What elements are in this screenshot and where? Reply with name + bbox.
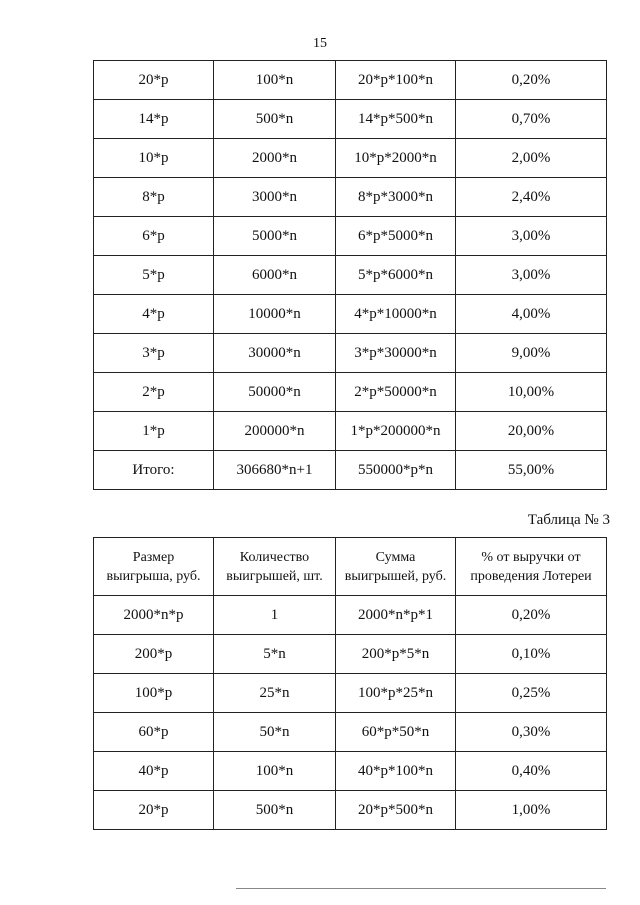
table-row — [94, 178, 607, 217]
header-line: Сумма — [375, 549, 416, 565]
table-row — [94, 217, 607, 256]
table-cell: 0,40% — [456, 752, 607, 791]
table-cell: Итого: — [94, 451, 214, 490]
table-3-caption: Таблица № 3 — [527, 512, 610, 528]
table-cell: 60*p*50*n — [336, 713, 456, 752]
table-cell: 10*p*2000*n — [336, 139, 456, 178]
table-cell: 200*p — [94, 635, 214, 674]
table-row — [94, 752, 607, 791]
table-cell: 14*p*500*n — [336, 100, 456, 139]
table-cell: 5*p*6000*n — [336, 256, 456, 295]
table-cell: 500*n — [214, 100, 336, 139]
table-cell: 10*p — [94, 139, 214, 178]
table-cell: 4*p*10000*n — [336, 295, 456, 334]
table-cell: 200000*n — [214, 412, 336, 451]
table-cell: 20*p*100*n — [336, 61, 456, 100]
table-cell: 0,70% — [456, 100, 607, 139]
table-cell: 2,40% — [456, 178, 607, 217]
table-cell: 9,00% — [456, 334, 607, 373]
table-cell: 100*p*25*n — [336, 674, 456, 713]
table-cell: 3,00% — [456, 217, 607, 256]
table-cell: 2000*n — [214, 139, 336, 178]
table-cell: 50*n — [214, 713, 336, 752]
footer-divider — [236, 888, 606, 889]
table-cell: 10000*n — [214, 295, 336, 334]
table-cell: 20*p — [94, 791, 214, 830]
table-cell: 3*p — [94, 334, 214, 373]
table-row — [94, 412, 607, 451]
header-line: Количество — [239, 549, 310, 565]
table-cell: 0,30% — [456, 713, 607, 752]
header-line: выигрыша, руб. — [106, 568, 201, 584]
table-row — [94, 373, 607, 412]
table-row — [94, 100, 607, 139]
table-cell: 50000*n — [214, 373, 336, 412]
page-number: 15 — [313, 36, 327, 51]
prize-table-2 — [93, 60, 607, 490]
table-row — [94, 256, 607, 295]
table-cell: 6000*n — [214, 256, 336, 295]
table-cell: 5000*n — [214, 217, 336, 256]
table-row — [94, 295, 607, 334]
header-line: выигрышей, шт. — [226, 568, 323, 584]
table-cell: 550000*p*n — [336, 451, 456, 490]
header-line: Размер — [132, 549, 175, 565]
table-cell: 8*p*3000*n — [336, 178, 456, 217]
table-cell: 2000*n*p — [94, 596, 214, 635]
table-row — [94, 451, 607, 490]
table-cell: 1*p — [94, 412, 214, 451]
table-header-row — [94, 538, 607, 596]
prize-table-3 — [93, 537, 607, 830]
header-prize-size — [94, 538, 214, 596]
table-cell: 3,00% — [456, 256, 607, 295]
table-cell: 0,20% — [456, 61, 607, 100]
table-cell: 500*n — [214, 791, 336, 830]
table-cell: 100*p — [94, 674, 214, 713]
table-cell: 3000*n — [214, 178, 336, 217]
table-row — [94, 791, 607, 830]
table-cell: 14*p — [94, 100, 214, 139]
table-cell: 100*n — [214, 61, 336, 100]
table-cell: 20*p*500*n — [336, 791, 456, 830]
table-row — [94, 334, 607, 373]
table-cell: 8*p — [94, 178, 214, 217]
table-cell: 0,20% — [456, 596, 607, 635]
header-prize-sum — [336, 538, 456, 596]
header-prize-count — [214, 538, 336, 596]
table-cell: 30000*n — [214, 334, 336, 373]
table-row — [94, 713, 607, 752]
table-cell: 3*p*30000*n — [336, 334, 456, 373]
table-cell: 200*p*5*n — [336, 635, 456, 674]
header-line: проведения Лотереи — [470, 568, 592, 584]
table-cell: 2,00% — [456, 139, 607, 178]
table-cell: 0,10% — [456, 635, 607, 674]
table-cell: 20*p — [94, 61, 214, 100]
table-cell: 6*p*5000*n — [336, 217, 456, 256]
table-cell: 306680*n+1 — [214, 451, 336, 490]
header-revenue-percent — [456, 538, 607, 596]
table-row — [94, 61, 607, 100]
table-cell: 6*p — [94, 217, 214, 256]
table-cell: 40*p — [94, 752, 214, 791]
table-cell: 1*p*200000*n — [336, 412, 456, 451]
header-line: выигрышей, руб. — [344, 568, 447, 584]
table-cell: 40*p*100*n — [336, 752, 456, 791]
table-cell: 2*p — [94, 373, 214, 412]
table-cell: 2000*n*p*1 — [336, 596, 456, 635]
table-cell: 20,00% — [456, 412, 607, 451]
table-cell: 1,00% — [456, 791, 607, 830]
table-row — [94, 596, 607, 635]
table-cell: 10,00% — [456, 373, 607, 412]
table-cell: 25*n — [214, 674, 336, 713]
table-cell: 4,00% — [456, 295, 607, 334]
table-cell: 2*p*50000*n — [336, 373, 456, 412]
table-cell: 55,00% — [456, 451, 607, 490]
header-line: % от выручки от — [481, 549, 581, 565]
table-cell: 100*n — [214, 752, 336, 791]
table-cell: 5*n — [214, 635, 336, 674]
table-cell: 60*p — [94, 713, 214, 752]
table-row — [94, 635, 607, 674]
table-row — [94, 674, 607, 713]
table-cell: 5*p — [94, 256, 214, 295]
table-row — [94, 139, 607, 178]
table-cell: 4*p — [94, 295, 214, 334]
table-cell: 0,25% — [456, 674, 607, 713]
table-cell: 1 — [214, 596, 336, 635]
